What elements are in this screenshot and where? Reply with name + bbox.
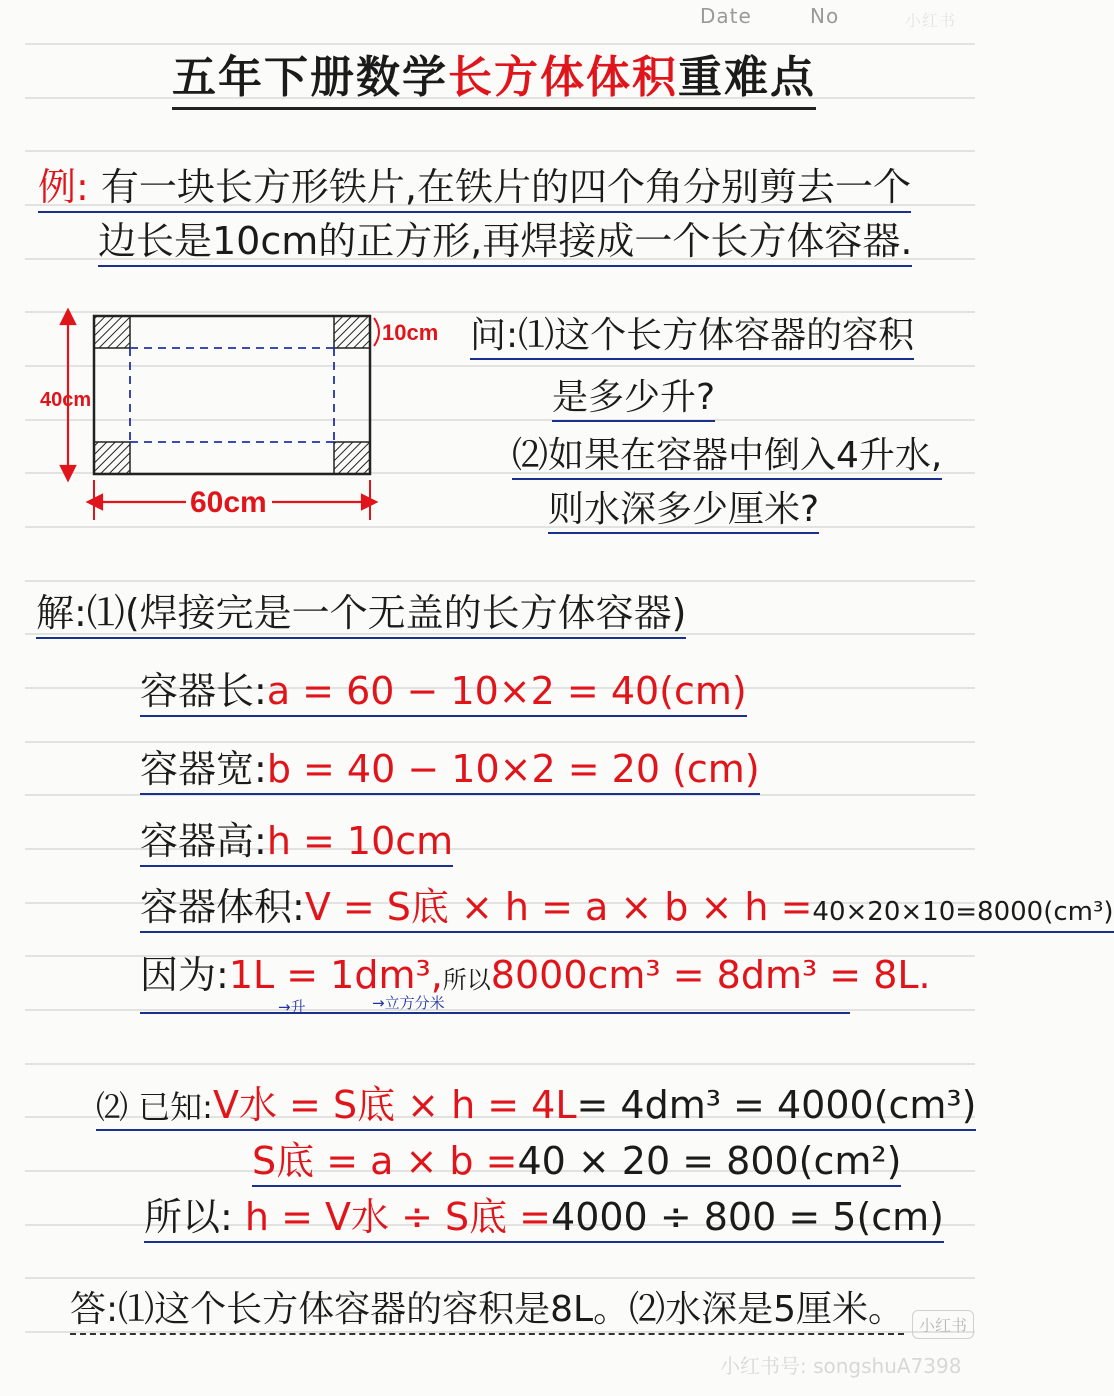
solution-header <box>36 591 687 635</box>
corner-top-left <box>94 316 130 348</box>
part2-result-2: 40 × 20 = 800(cm²) <box>517 1139 902 1183</box>
example-text-1: 有一块长方形铁片,在铁片的四个角分别剪去一个 <box>100 165 911 209</box>
because-line: 因为:1L = 1dm³,所以8000cm³ = 8dm³ = 8L. <box>140 953 931 997</box>
corner-bottom-right <box>334 442 370 474</box>
height-label: 40cm <box>40 389 92 411</box>
question-2a: ⑵如果在容器中倒入4升水, <box>512 438 942 474</box>
note-sheng: →升 <box>278 998 306 1016</box>
part2-expression-1: V水 = S底 × h = 4L <box>212 1083 577 1127</box>
example-text-2: 边长是10cm的正方形,再焊接成一个长方体容器. <box>98 219 912 267</box>
width-expression: b = 40 − 10×2 = 20 (cm) <box>266 747 760 791</box>
part2-expression-2: S底 = a × b = <box>252 1139 518 1183</box>
because-underline <box>140 1012 850 1014</box>
part2-line-1: ⑵ 已知:V水 = S底 × h = 4L= 4dm³ = 4000(cm³) <box>96 1086 976 1124</box>
part2-line-3: 所以: h = V水 ÷ S底 =4000 ÷ 800 = 5(cm) <box>144 1198 944 1236</box>
volume-line: 容器体积:V = S底 × h = a × b × h =40×20×10=8000(cm³) <box>140 888 1114 926</box>
answer-line: 答:⑴这个长方体容器的容积是8L。⑵水深是5厘米。 <box>70 1292 904 1328</box>
date-label: Date <box>700 4 752 28</box>
because-so: 所以 <box>442 966 491 994</box>
height-expression: h = 10cm <box>266 819 454 863</box>
page-title <box>172 52 816 103</box>
example-label: 例: <box>38 165 89 209</box>
corner-bottom-left <box>94 442 130 474</box>
solution-label: 解:⑴ <box>36 591 125 635</box>
number-label: No <box>810 4 840 28</box>
width-label: 60cm <box>190 486 267 519</box>
because-expression-2: 8000cm³ = 8dm³ = 8L. <box>490 953 931 997</box>
length-line: 容器长:a = 60 − 10×2 = 40(cm) <box>140 672 747 710</box>
watermark-badge: 小红书 <box>912 1310 974 1339</box>
note-lifang: →立方分米 <box>372 994 445 1012</box>
part2-result-3: 4000 ÷ 800 = 5(cm) <box>551 1195 945 1239</box>
question-2b: 则水深多少厘米? <box>548 492 819 528</box>
question-1a: 问:⑴这个长方体容器的容积 <box>470 318 914 354</box>
volume-result: 40×20×10=8000(cm³) <box>812 897 1114 927</box>
solution-note: (焊接完是一个无盖的长方体容器) <box>124 591 687 635</box>
part2-result-1: = 4dm³ = 4000(cm³) <box>576 1083 977 1127</box>
volume-expression: V = S底 × h = a × b × h = <box>304 885 813 929</box>
example-line-1 <box>38 165 911 209</box>
title-suffix: 重难点 <box>678 52 816 103</box>
height-line: 容器高:h = 10cm <box>140 822 453 860</box>
iron-sheet-diagram <box>36 300 456 530</box>
width-line: 容器宽:b = 40 − 10×2 = 20 (cm) <box>140 750 760 788</box>
part2-expression-3: h = V水 ÷ S底 = <box>244 1195 552 1239</box>
length-expression: a = 60 − 10×2 = 40(cm) <box>266 669 747 713</box>
watermark-text: 小红书号: songshuA7398 <box>720 1354 962 1378</box>
question-1b: 是多少升? <box>552 380 715 416</box>
title-highlight: 长方体体积 <box>448 52 678 103</box>
because-expression-1: 1L = 1dm³, <box>228 953 443 997</box>
title-prefix: 五年下册数学 <box>172 52 448 103</box>
corner-top-right <box>334 316 370 348</box>
part2-line-2 <box>252 1139 902 1183</box>
fold-lines <box>130 348 334 442</box>
faint-header-mark: 小红书 <box>905 11 957 30</box>
sheet-outline <box>94 316 370 474</box>
corner-label: 10cm <box>382 320 439 345</box>
example-line-2 <box>98 219 913 263</box>
